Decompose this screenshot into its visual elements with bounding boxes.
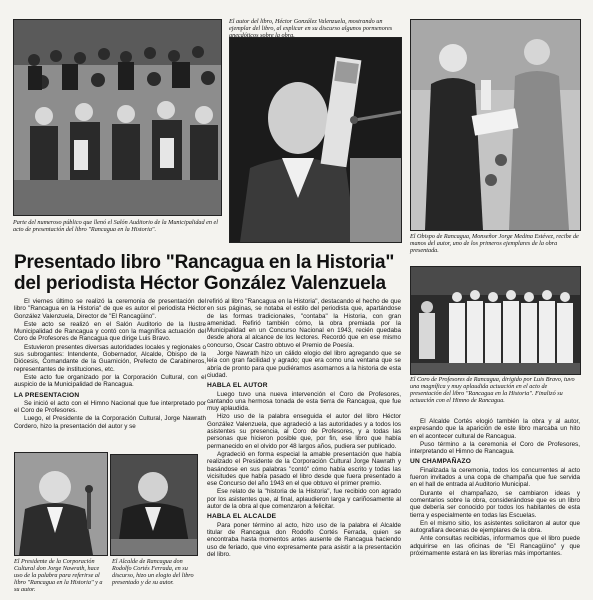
- col1-paragraph: Luego, el Presidente de la Corporación Cultural, Jorge Nawrath Cordero, hizo la presentación del autor y se: [14, 415, 206, 430]
- headline-line-1: Presentado libro "Rancagua en la Historia": [14, 252, 395, 273]
- bishop-photo: [410, 19, 581, 231]
- president-photo-caption: El Presidente de la Corporación Cultural don Jorge Nawrath, hace uso de la palabra para referirse al libro "Rancagua en la Historia" y a su autor.: [14, 558, 103, 593]
- col2-paragraph: Luego tuvo una nueva intervención el Coro de Profesores, cantando una hermosa tonada de esta tierra de Rancagua, que fue muy aplaudida.: [207, 390, 401, 413]
- col3-paragraph: Durante el champañazo, se cambiaron ideas y comentarios sobre la obra, considerándose que es un libro que debería ser conocido por todos los habitantes de esta tierra y especialmente en todas las Escuelas.: [410, 489, 580, 519]
- bishop-photo-caption: El Obispo de Rancagua, Monseñor Jorge Medina Estévez, recibe de manos del autor, uno de los primeros ejemplares de la obra presentada.: [410, 233, 579, 254]
- col2-paragraph: Agradeció en forma especial la amable presentación que había realizado el Presidente de la Corporación Cultural Jorge Nawrath y basándose en sus palabras "contó" cómo había escrito y todas las vicisitudes que había pasado el libro desde que fuera presentado a ese Concurso del año 1943 en el que obtuvo el primer premio.: [207, 450, 401, 488]
- article-column-2: [207, 298, 401, 559]
- col3-paragraph: El Alcalde Cortés elogió también la obra y al autor, expresando que la aparición de este libro marcaba un hito en el acontecer cultural de Rancagua.: [410, 418, 580, 440]
- col2-paragraph: Ese relato de la "historia de la Historia", fue recibido con agrado por los asistentes que, al final, aplaudieron larga y cariñosamente al autor de la obra al que comenzaron a felicitar.: [207, 488, 401, 511]
- col3-paragraph: Finalizada la ceremonia, todos los concurrentes al acto fueron invitados a una copa de champaña que fue servida en el hall de entrada al Auditorio Municipal.: [410, 466, 580, 489]
- col3-paragraph: Puso término a la ceremonia el Coro de Profesores, interpretando el Himno de Rancagua.: [410, 440, 580, 456]
- col2-paragraph: Para poner término al acto, hizo uso de la palabra el Alcalde titular de Rancagua don Rodolfo Cortés Ferrada, quien se encontraba hasta momentos antes ausente de Rancagua haciendo uso de feriado, que vino expresamente para asistir a la presentación del libro.: [207, 521, 401, 558]
- article-column-3: [410, 418, 580, 558]
- section-heading-habla-autor: HABLA EL AUTOR: [207, 382, 268, 390]
- col2-paragraph: Jorge Nawrath hizo un cálido elogio del libro agregando que se leía con gran facilidad y agrado; que era como una ventana que se abría de pronto para que pudiéramos asomarnos a la historia de esta ciudad.: [207, 350, 401, 379]
- choir-photo: [410, 266, 581, 375]
- col1-paragraph: Este acto se realizó en el Salón Auditorio de la Ilustre Municipalidad de Rancagua y contó con la magnífica actuación del Coro de Profesores de Rancagua que dirige Luis Bravo.: [14, 320, 206, 343]
- article-column-1: [14, 298, 206, 431]
- col1-paragraph: Estuvieron presentes diversas autoridades locales y regionales o sus subrogantes: Intendente, Gobernador, Alcalde, Obispo de la Diócesis, Comandante de la Guarnición, Prefecto de Carabineros, representantes de instituciones, etc.: [14, 343, 206, 373]
- section-heading-champanazo: UN CHAMPAÑAZO: [410, 458, 472, 466]
- author-photo-caption: El autor del libro, Héctor González Valenzuela, mostrando un ejemplar del libro, al explicar en su discurso algunos pormenores anecdóticos sobre la obra.: [229, 18, 393, 39]
- author-photo: [229, 37, 402, 243]
- headline-line-2: del periodista Héctor González Valenzuela: [14, 273, 386, 294]
- headline: [14, 252, 400, 294]
- col1-paragraph: Este acto fue organizado por la Corporación Cultural, con el auspicio de la Municipalidad de Rancagua.: [14, 373, 206, 389]
- col1-paragraph: Se inició el acto con el Himno Nacional que fue interpretado por el Coro de Profesores.: [14, 399, 206, 415]
- section-heading-habla-alcalde: HABLA EL ALCALDE: [207, 513, 277, 521]
- audience-photo: [13, 19, 222, 216]
- choir-photo-caption: El Coro de Profesores de Rancagua, dirigido por Luis Bravo, tuvo una magnífica y muy aplaudida actuación en el acto de presentación del libro "Rancagua en la Historia". Finalizó su actuación con el Himno de Rancagua.: [410, 376, 575, 404]
- section-heading-presentacion: LA PRESENTACION: [14, 391, 80, 399]
- mayor-photo-caption: El Alcalde de Rancagua don Rodolfo Cortés Ferrada, en su discurso, hizo un elogio del libro presentado y de su autor.: [112, 558, 194, 586]
- mayor-photo: [110, 454, 198, 556]
- audience-photo-caption: Parte del numeroso público que llenó el Salón Auditorio de la Municipalidad en el acto de presentación del libro "Rancagua en la Historia".: [13, 219, 219, 233]
- col2-paragraph: refirió al libro "Rancagua en la Historia", destacando el hecho de que en sus páginas, se notaba el estilo del periodista que, apartándose de las formas tradicionales, "contaba" la Historia, con gran amenidad. Refirió también cómo, la obra premiada por la Municipalidad en un Concurso Nacional en 1943, recién quedaba desde ahora al alcance de los lectores. Recordó que en ese mismo concurso, Oscar Castro obtuvo el Premio de Poesía.: [207, 298, 401, 349]
- col1-paragraph: El viernes último se realizó la ceremonia de presentación del libro "Rancagua en la Historia" de que es autor el periodista Héctor González Valenzuela, Director de "El Rancagüino".: [14, 298, 206, 320]
- col2-paragraph: Hizo uso de la palabra enseguida el autor del libro Héctor González Valenzuela, que agradeció a las autoridades y a todos los asistentes su presencia, al Coro de Profesores, y a todas las personas que hicieron posible que, por fin, ese libro que había permanecido en el olvido por 48 largos años, pudiera ser publicado.: [207, 413, 401, 450]
- col3-paragraph: En el mismo sitio, los asistentes solicitaron al autor que autografiara decenas de ejemplares de la obra.: [410, 519, 580, 535]
- president-photo: [14, 452, 108, 556]
- col3-paragraph: Ante consultas recibidas, informamos que el libro puede adquirirse en las oficinas de "El Rancagüino" y que próximamente estará en las librerías más importantes.: [410, 535, 580, 558]
